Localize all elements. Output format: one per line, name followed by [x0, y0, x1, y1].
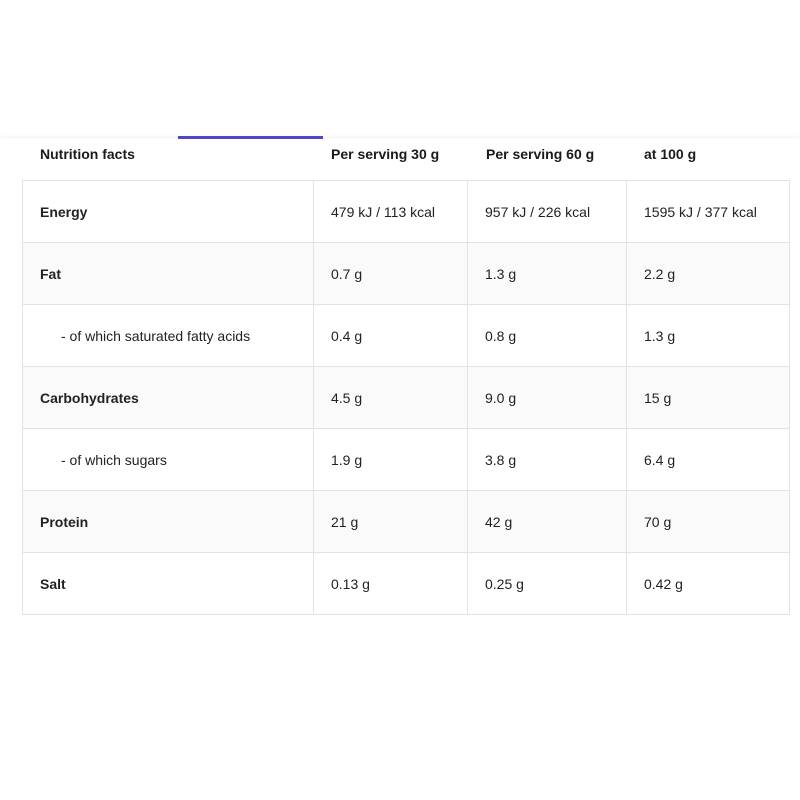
cell-per-100g: 15 g	[627, 367, 790, 429]
cell-per-60g: 0.8 g	[468, 305, 627, 367]
row-label-salt: Salt	[23, 553, 314, 615]
cell-per-60g: 9.0 g	[468, 367, 627, 429]
table-row	[23, 429, 790, 491]
table-row	[23, 553, 790, 615]
cell-per-60g: 3.8 g	[468, 429, 627, 491]
cell-per-30g: 21 g	[314, 491, 468, 553]
cell-per-60g: 0.25 g	[468, 553, 627, 615]
table-header	[22, 138, 788, 180]
row-label-saturated-fatty-acids: - of which saturated fatty acids	[23, 305, 314, 367]
header-per-100g: at 100 g	[644, 146, 697, 162]
nutrition-table	[22, 180, 790, 615]
cell-per-60g: 1.3 g	[468, 243, 627, 305]
cell-per-100g: 6.4 g	[627, 429, 790, 491]
table-row	[23, 367, 790, 429]
cell-per-60g: 957 kJ / 226 kcal	[468, 181, 627, 243]
cell-per-30g: 479 kJ / 113 kcal	[314, 181, 468, 243]
table-row	[23, 181, 790, 243]
table-row	[23, 243, 790, 305]
table-row	[23, 305, 790, 367]
row-label-carbohydrates: Carbohydrates	[23, 367, 314, 429]
header-per-serving-60g: Per serving 60 g	[486, 146, 595, 162]
row-label-energy: Energy	[23, 181, 314, 243]
row-label-fat: Fat	[23, 243, 314, 305]
cell-per-100g: 0.42 g	[627, 553, 790, 615]
row-label-protein: Protein	[23, 491, 314, 553]
header-nutrition-facts: Nutrition facts	[40, 146, 135, 162]
cell-per-30g: 4.5 g	[314, 367, 468, 429]
cell-per-100g: 1595 kJ / 377 kcal	[627, 181, 790, 243]
cell-per-100g: 2.2 g	[627, 243, 790, 305]
cell-per-30g: 0.4 g	[314, 305, 468, 367]
cell-per-60g: 42 g	[468, 491, 627, 553]
cell-per-30g: 1.9 g	[314, 429, 468, 491]
row-label-sugars: - of which sugars	[23, 429, 314, 491]
table-row	[23, 491, 790, 553]
cell-per-30g: 0.13 g	[314, 553, 468, 615]
cell-per-100g: 1.3 g	[627, 305, 790, 367]
header-per-serving-30g: Per serving 30 g	[331, 146, 440, 162]
cell-per-30g: 0.7 g	[314, 243, 468, 305]
cell-per-100g: 70 g	[627, 491, 790, 553]
